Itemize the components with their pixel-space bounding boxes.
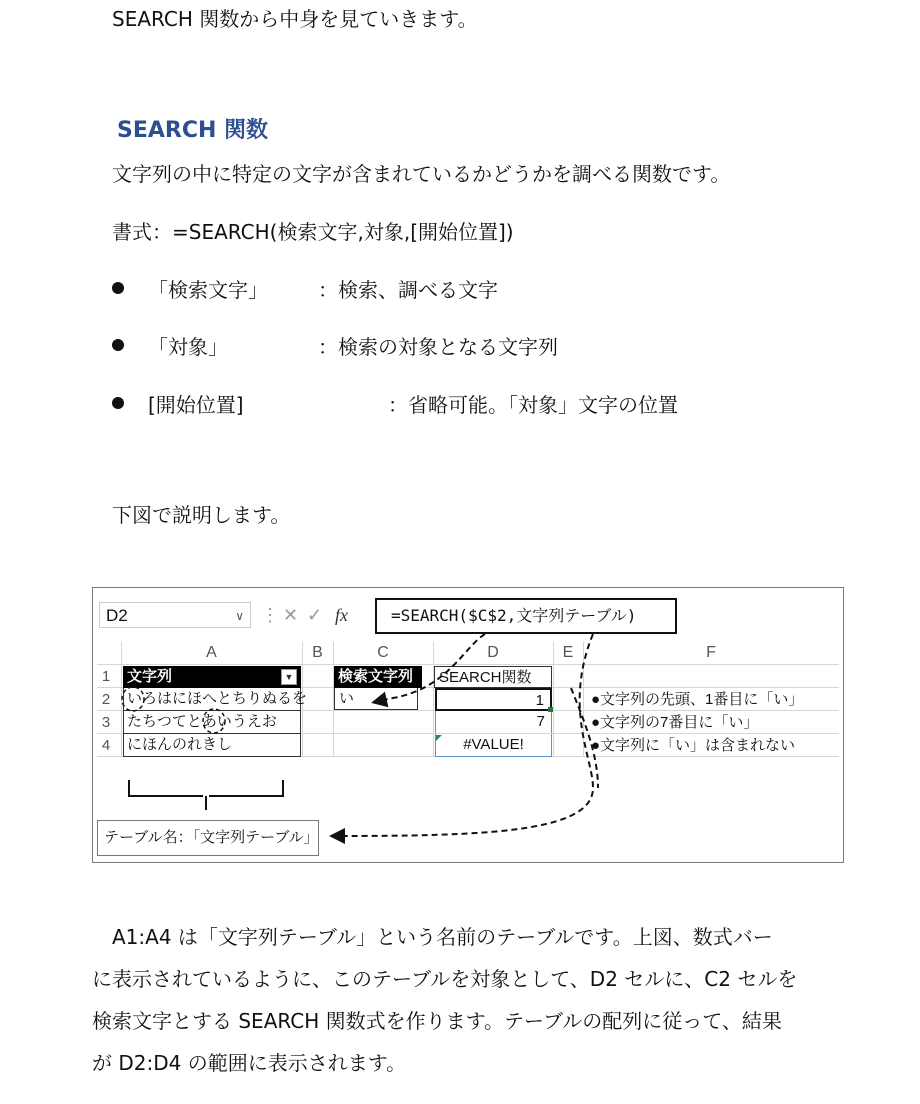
description: 文字列の中に特定の文字が含まれているかどうかを調べる関数です。 — [112, 162, 731, 186]
column-header: C — [377, 644, 389, 661]
table-name-label: テーブル名：「文字列テーブル」 — [97, 820, 319, 856]
row-header: 3 — [101, 714, 111, 731]
paragraph-line: が D2:D4 の範囲に表示されます。 — [92, 1051, 407, 1075]
paragraph-line: A1:A4 は「文字列テーブル」という名前のテーブルです。上図、数式バー — [92, 925, 773, 949]
arg-name: 「対象」 — [148, 335, 228, 359]
arg-name: [開始位置] — [148, 393, 244, 417]
row-header: 4 — [101, 737, 111, 754]
table-cell: たちつてとあいうえお — [123, 711, 301, 734]
column-header: A — [206, 644, 217, 661]
column-header: B — [312, 644, 323, 661]
more-icon: ⋮ — [261, 605, 279, 625]
note: ●文字列の先頭、1番目に「い」 — [591, 691, 804, 708]
table-cell: いろはにほへとちりぬるを — [123, 688, 301, 711]
figure-intro: 下図で説明します。 — [112, 503, 291, 527]
note: ●文字列に「い」は含まれない — [591, 737, 796, 754]
bullet-icon — [112, 339, 124, 351]
row-header: 1 — [101, 668, 111, 685]
arrow-to-table-name — [333, 634, 593, 836]
table-cell: にほんのれきし — [123, 734, 301, 757]
highlight-circle — [203, 709, 225, 733]
result-cell: #VALUE! — [435, 734, 552, 757]
table-header: 文字列 ▼ — [123, 666, 301, 688]
cancel-icon: ✕ — [283, 605, 299, 625]
name-box-value: D2 — [106, 606, 128, 625]
column-header: E — [562, 644, 574, 661]
arg-desc: ：検索の対象となる文字列 — [318, 335, 558, 359]
bullet-icon — [112, 282, 124, 294]
function-icon: fx — [335, 605, 348, 625]
syntax: 書式：=SEARCH(検索文字,対象,[開始位置]) — [112, 220, 514, 244]
arg-name: 「検索文字」 — [148, 278, 268, 302]
result-header: SEARCH関数 — [434, 666, 552, 688]
arg-desc: ：省略可能。「対象」文字の位置 — [388, 393, 678, 417]
search-value: い — [334, 688, 418, 710]
brace — [129, 780, 283, 810]
bullet-icon — [112, 397, 124, 409]
arg-desc: ：検索、調べる文字 — [318, 278, 498, 302]
column-header: F — [706, 644, 716, 661]
result-cell-selected: 1 — [435, 688, 552, 711]
chevron-down-icon: ∨ — [235, 609, 244, 623]
paragraph-line: 検索文字とする SEARCH 関数式を作ります。テーブルの配列に従って、結果 — [92, 1009, 782, 1033]
intro-line: SEARCH 関数から中身を見ていきます。 — [112, 7, 478, 31]
highlight-circle — [122, 687, 144, 711]
row-header: 2 — [101, 691, 111, 708]
enter-icon: ✓ — [307, 605, 323, 625]
paragraph-line: に表示されているように、このテーブルを対象として、D2 セルに、C2 セルを — [92, 967, 798, 991]
result-cell: 7 — [435, 711, 552, 733]
arrow-to-search-value — [375, 634, 485, 702]
spreadsheet-figure — [92, 587, 844, 863]
search-header: 検索文字列 — [334, 666, 422, 688]
filter-dropdown-icon: ▼ — [281, 669, 297, 685]
column-header: D — [487, 644, 499, 661]
formula-bar: =SEARCH($C$2,文字列テーブル) — [375, 598, 677, 634]
explanation-paragraph — [92, 916, 852, 1084]
section-heading: SEARCH 関数 — [117, 118, 269, 143]
note: ●文字列の7番目に「い」 — [591, 714, 759, 731]
